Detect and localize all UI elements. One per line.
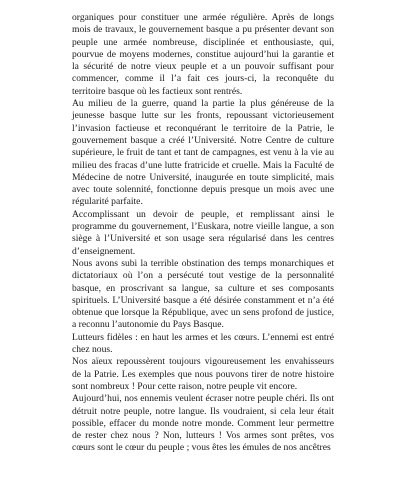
paragraph-lutteurs: Lutteurs fidèles : en haut les armes et les cœurs. L’ennemi est entré chez nous. bbox=[72, 331, 334, 356]
paragraph-aujourdhui: Aujourd’hui, nos ennemis veulent écraser notre peuple chéri. Ils ont détruit notre peuple, notre langue. Ils voudraient, si cela leur était possible, effacer du monde notre monde. Comment leur permettre de rester chez nous ? Non, lutteurs ! Vos armes sont prêtes, vos cœurs sont le cœur du peuple ; vous êtes les émules de nos ancêtres bbox=[72, 393, 334, 454]
paragraph-obstination: Nous avons subi la terrible obstination des temps monarchiques et dictatoriaux où l’on a persécuté tout vestige de la personnalité basque, en proscrivant sa langue, sa culture et ses composants spirituels. L’Université basque a été désirée constamment et n’a été obtenue que lorsque la République, avec un sens profond de justice, a reconnu l’autonomie du Pays Basque. bbox=[72, 257, 334, 331]
document-page bbox=[72, 12, 334, 455]
paragraph-aieux: Nos aïeux repoussèrent toujours vigoureusement les envahisseurs de la Patrie. Les exemples que nous pouvons tirer de notre histoire sont nombreux ! Pour cette raison, notre peuple vit encore. bbox=[72, 356, 334, 392]
paragraph-university: Au milieu de la guerre, quand la partie la plus généreuse de la jeunesse basque lutte sur les fronts, repoussant victorieusement l’invasion factieuse et reconquérant le territoire de la Patrie, le gouvernement basque a créé l’Université. Notre Centre de culture supérieure, le fruit de tant et tant de campagnes, est venu à la vie au milieu des fracas d’une lutte fratricide et cruelle. Mais la Faculté de Médecine de notre Université, inaugurée en toute simplicité, mais avec toute solennité, fonctionne depuis presque un mois avec une régularité parfaite. bbox=[72, 98, 334, 208]
paragraph-euskara: Accomplissant un devoir de peuple, et remplissant ainsi le programme du gouvernement, l’Euskara, notre vieille langue, a son siège à l’Université et son usage sera régularisé dans les centres d’enseignement. bbox=[72, 208, 334, 257]
paragraph-army: organiques pour constituer une armée régulière. Après de longs mois de travaux, le gouvernement basque a pu présenter devant son peuple une armée nombreuse, disciplinée et enthousiaste, qui, pourvue de moyens modernes, constitue aujourd’hui la garantie et la sécurité de notre vieux peuple et a un pouvoir suffisant pour commencer, comme il l’a fait ces jours-ci, la reconquête du territoire basque où les factieux sont rentrés. bbox=[72, 12, 334, 97]
